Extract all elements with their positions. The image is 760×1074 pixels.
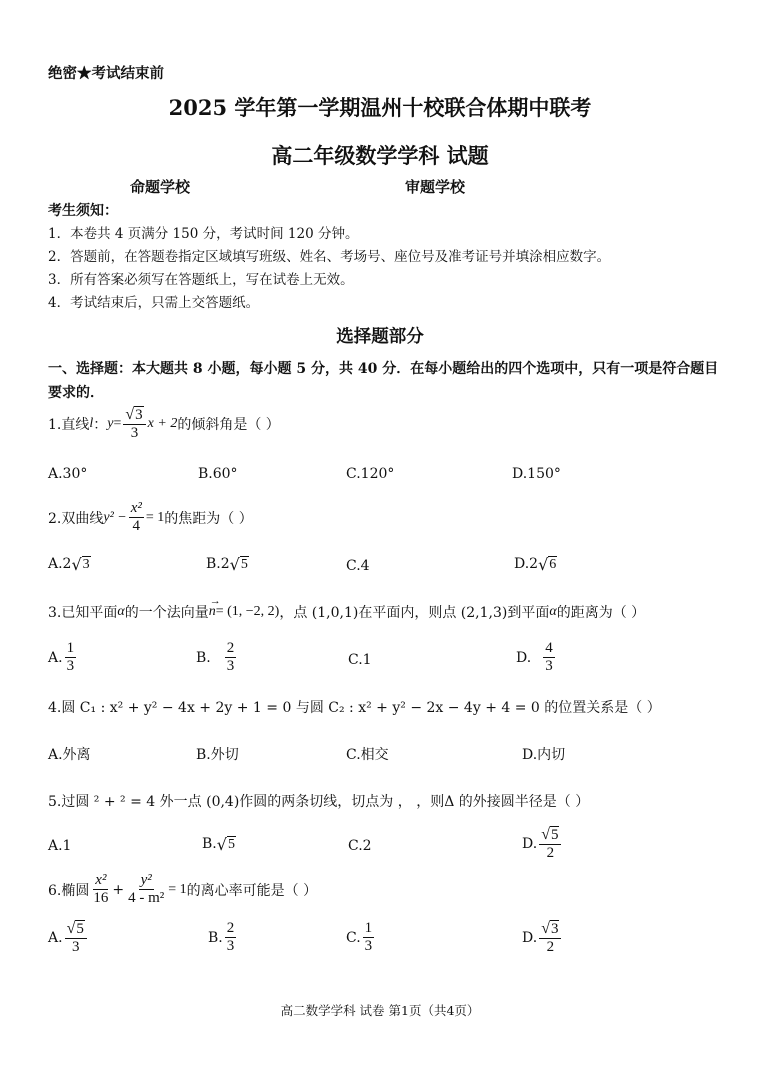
q3-alpha-2: α (549, 604, 557, 619)
q3-option-d-den: 3 (545, 658, 553, 674)
q4-option-d: D.内切 (522, 747, 566, 763)
q3-option-d (516, 640, 557, 675)
notice-heading: 考生须知： (48, 203, 118, 219)
q3-option-b-label: B. (196, 649, 211, 666)
q5-option-d-num: 5 (550, 827, 559, 843)
q4-option-b: B.外切 (196, 747, 239, 763)
exam-subtitle: 高二年级数学学科 试题 (271, 143, 489, 168)
q3-option-b (196, 640, 238, 675)
question-1 (48, 406, 280, 442)
q5-option-c: C.2 (348, 838, 372, 854)
q1-option-b: B.60° (198, 466, 238, 482)
q6-rhs: = 1 (168, 881, 187, 897)
q2-lhs: y² − (103, 509, 127, 525)
q6-option-c-num: 1 (364, 920, 373, 936)
q2-option-a-label: A.2 (48, 556, 72, 572)
question-6 (48, 872, 317, 907)
section-title: 选择题部分 (336, 327, 424, 347)
q3-option-a (48, 640, 78, 675)
q3-option-b-den: 3 (226, 658, 235, 674)
q6-option-d-label: D. (522, 930, 538, 946)
question-4: 4.圆 C₁ : x² + y² − 4x + 2y + 1 = 0 与圆 C₂ : x² + y² − 2x − 4y + 4 = 0 的位置关系是（ ） (48, 700, 661, 716)
q3-text-1: 3.已知平面 (48, 605, 118, 621)
notice-item: 4．考试结束后，只需上交答题纸。 (48, 295, 260, 311)
q3-option-d-label: D. (516, 649, 532, 666)
q3-option-a-num: 1 (66, 640, 75, 656)
question-5: 5.过圆 ² + ² = 4 外一点 (0,4)作圆的两条切线，切点为 ， ，则Δ 的外接圆半径是（ ） (48, 794, 590, 810)
q2-suffix: 的焦距为（ ） (164, 510, 253, 527)
q1-colon: ： (93, 417, 108, 433)
q6-option-a-den: 3 (71, 939, 80, 955)
q1-tail: x + 2 (147, 416, 178, 431)
q5-option-d-den: 2 (546, 845, 555, 861)
setter-school-label: 命题学校 (130, 178, 191, 196)
q6-option-c-label: C. (346, 929, 361, 946)
q6-fraction-1 (91, 872, 110, 907)
question-3 (48, 595, 646, 622)
q6-option-b-label: B. (208, 929, 223, 946)
q6-option-d-num: 3 (550, 921, 559, 937)
q6-option-c (346, 920, 376, 955)
q6-fraction-2 (126, 872, 166, 907)
q6-prefix: 6.椭圆 (48, 882, 90, 899)
section-instruction: 一、选择题：本大题共 8 小题，每小题 5 分，共 40 分．在每小题给出的四个选项中，只有一项是符合题目要求的． (48, 361, 719, 401)
q3-vector-symbol: n (208, 604, 216, 619)
q6-option-a-label: A. (48, 930, 63, 946)
q1-numerator: 3 (135, 407, 143, 423)
exam-title: 2025 学年第一学期温州十校联合体期中联考 (168, 95, 592, 120)
q3-text-2: 的一个法向量 (124, 605, 209, 621)
q3-option-a-den: 3 (66, 658, 75, 674)
q2-option-b: B.2 √ 5 (206, 555, 248, 574)
q3-option-a-label: A. (48, 649, 63, 666)
q6-denominator-2: 4 - m² (128, 890, 165, 906)
notice-item: 3．所有答案必须写在答题纸上，写在试卷上无效。 (48, 272, 354, 288)
q2-option-b-radicand: 5 (240, 557, 248, 572)
q6-option-a-num: 5 (76, 921, 84, 937)
q3-text-3: ，点 (1,0,1)在平面内，则点 (2,1,3)到平面 (279, 605, 550, 621)
q6-option-b (208, 920, 238, 955)
q2-option-a-radicand: 3 (82, 557, 90, 572)
q5-option-d: D. √ 5 2 (522, 826, 563, 862)
q1-denominator: 3 (130, 425, 139, 441)
q1-y: y (107, 416, 114, 431)
q1-fraction: √ 3 3 (123, 406, 145, 442)
q2-fraction (129, 500, 144, 535)
q6-option-d-den: 2 (546, 939, 555, 955)
q6-option-a: A. √ 5 3 (48, 920, 89, 956)
q6-option-b-num: 2 (226, 920, 235, 936)
q2-option-d: D.2 √ 6 (514, 555, 557, 574)
q2-option-d-label: D.2 (514, 556, 539, 572)
q6-numerator-2: y² (140, 872, 152, 888)
q3-option-c: C.1 (348, 652, 372, 668)
question-2 (48, 500, 253, 535)
q6-option-d: D. √ 3 2 (522, 920, 563, 956)
q3-vector-value: = (1, −2, 2) (215, 604, 280, 619)
confidential-label: 绝密★考试结束前 (48, 65, 164, 82)
q4-option-a: A.外离 (48, 747, 91, 763)
q5-option-d-label: D. (522, 836, 538, 852)
q1-suffix: 的倾斜角是（ ） (177, 417, 280, 433)
q2-prefix: 2.双曲线 (48, 510, 104, 527)
q1-option-d: D.150° (512, 466, 561, 482)
q1-eq: = (113, 416, 122, 431)
q5-option-a: A.1 (48, 838, 72, 854)
q5-option-b: B. √ 5 (202, 835, 235, 854)
q2-numerator: x² (130, 500, 142, 516)
q6-suffix: 的离心率可能是（ ） (186, 882, 318, 899)
q6-denominator-1: 16 (93, 890, 109, 906)
q1-option-c: C.120° (346, 466, 395, 482)
notice-item: 1．本卷共 4 页满分 150 分，考试时间 120 分钟。 (48, 226, 359, 242)
q3-alpha: α (117, 604, 125, 619)
q6-option-b-den: 3 (226, 938, 235, 954)
q3-option-d-num: 4 (545, 640, 553, 656)
q2-option-c: C.4 (346, 558, 370, 574)
q3-option-b-num: 2 (226, 640, 235, 656)
q4-option-c: C.相交 (346, 747, 389, 763)
q2-option-b-label: B.2 (206, 556, 230, 572)
q2-rhs: = 1 (145, 509, 165, 525)
q2-option-a: A.2 √ 3 (48, 555, 90, 574)
q1-line-var: l (89, 416, 94, 431)
q6-numerator-1: x² (95, 872, 107, 888)
q5-option-b-label: B. (202, 836, 217, 852)
page-footer: 高二数学学科 试卷 第1页（共4页） (280, 1003, 480, 1018)
q3-text-4: 的距离为（ ） (556, 605, 646, 621)
q1-option-a: A.30° (48, 466, 88, 482)
q6-option-c-den: 3 (364, 938, 373, 954)
q5-option-b-radicand: 5 (227, 837, 235, 852)
reviewer-school-label: 审题学校 (405, 178, 466, 196)
q2-option-d-radicand: 6 (549, 557, 557, 572)
notice-item: 2．答题前，在答题卷指定区域填写班级、姓名、考场号、座位号及准考证号并填涂相应数字。 (48, 249, 611, 265)
q6-plus: + (112, 881, 125, 898)
q1-prefix: 1.直线 (48, 417, 90, 433)
q2-denominator: 4 (132, 518, 141, 534)
q3-normal-vector: → n (208, 595, 221, 619)
